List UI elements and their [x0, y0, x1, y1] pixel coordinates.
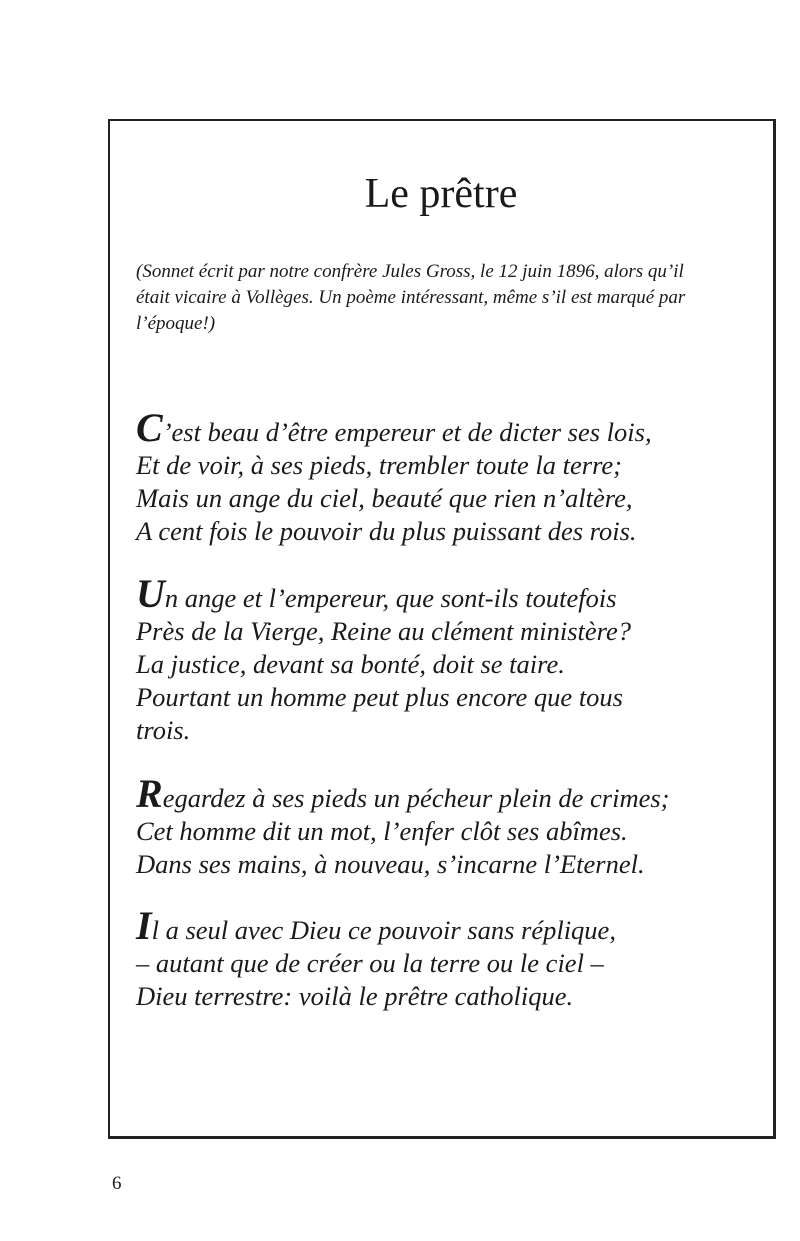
stanza-first-line	[136, 405, 766, 450]
verse-line: Pourtant un homme peut plus encore que tous	[136, 682, 623, 712]
intro-line: (Sonnet écrit par notre confrère Jules Gross, le 12 juin 1896, alors qu’il	[136, 261, 684, 282]
first-line-text: n ange et l’empereur, que sont-ils toutefois	[164, 583, 617, 613]
stanza-first-line	[136, 571, 766, 616]
stanza-4	[136, 903, 766, 1013]
page-number: 6	[112, 1173, 122, 1194]
drop-cap: U	[136, 571, 165, 616]
drop-cap: R	[136, 771, 163, 816]
verse-line: trois.	[136, 715, 191, 745]
verse-line: Et de voir, à ses pieds, trembler toute la terre;	[136, 450, 622, 480]
poem-title: Le prêtre	[364, 171, 518, 217]
verse-line: La justice, devant sa bonté, doit se taire.	[136, 649, 565, 679]
stanza-first-line	[136, 771, 766, 816]
first-line-text: ’est beau d’être empereur et de dicter ses lois,	[162, 417, 652, 447]
verse-line: Dieu terrestre: voilà le prêtre catholique.	[136, 981, 574, 1011]
stanza-3	[136, 771, 766, 881]
intro-line: était vicaire à Vollèges. Un poème intéressant, même s’il est marqué par	[136, 287, 686, 308]
drop-cap: I	[136, 903, 152, 948]
stanza-2	[136, 571, 766, 747]
verse-line: Cet homme dit un mot, l’enfer clôt ses abîmes.	[136, 816, 628, 846]
drop-cap: C	[136, 405, 163, 450]
stanza-first-line	[136, 903, 766, 948]
intro-note	[136, 259, 758, 337]
verse-line: – autant que de créer ou la terre ou le ciel –	[136, 948, 604, 978]
verse-line: Dans ses mains, à nouveau, s’incarne l’Eternel.	[136, 849, 645, 879]
first-line-text: egardez à ses pieds un pécheur plein de crimes;	[162, 783, 670, 813]
first-line-text: l a seul avec Dieu ce pouvoir sans réplique,	[151, 915, 616, 945]
stanza-1	[136, 405, 766, 548]
intro-line: l’époque!)	[136, 313, 216, 334]
verse-line: Près de la Vierge, Reine au clément ministère?	[136, 616, 631, 646]
verse-line: A cent fois le pouvoir du plus puissant des rois.	[136, 516, 637, 546]
verse-line: Mais un ange du ciel, beauté que rien n’altère,	[136, 483, 633, 513]
